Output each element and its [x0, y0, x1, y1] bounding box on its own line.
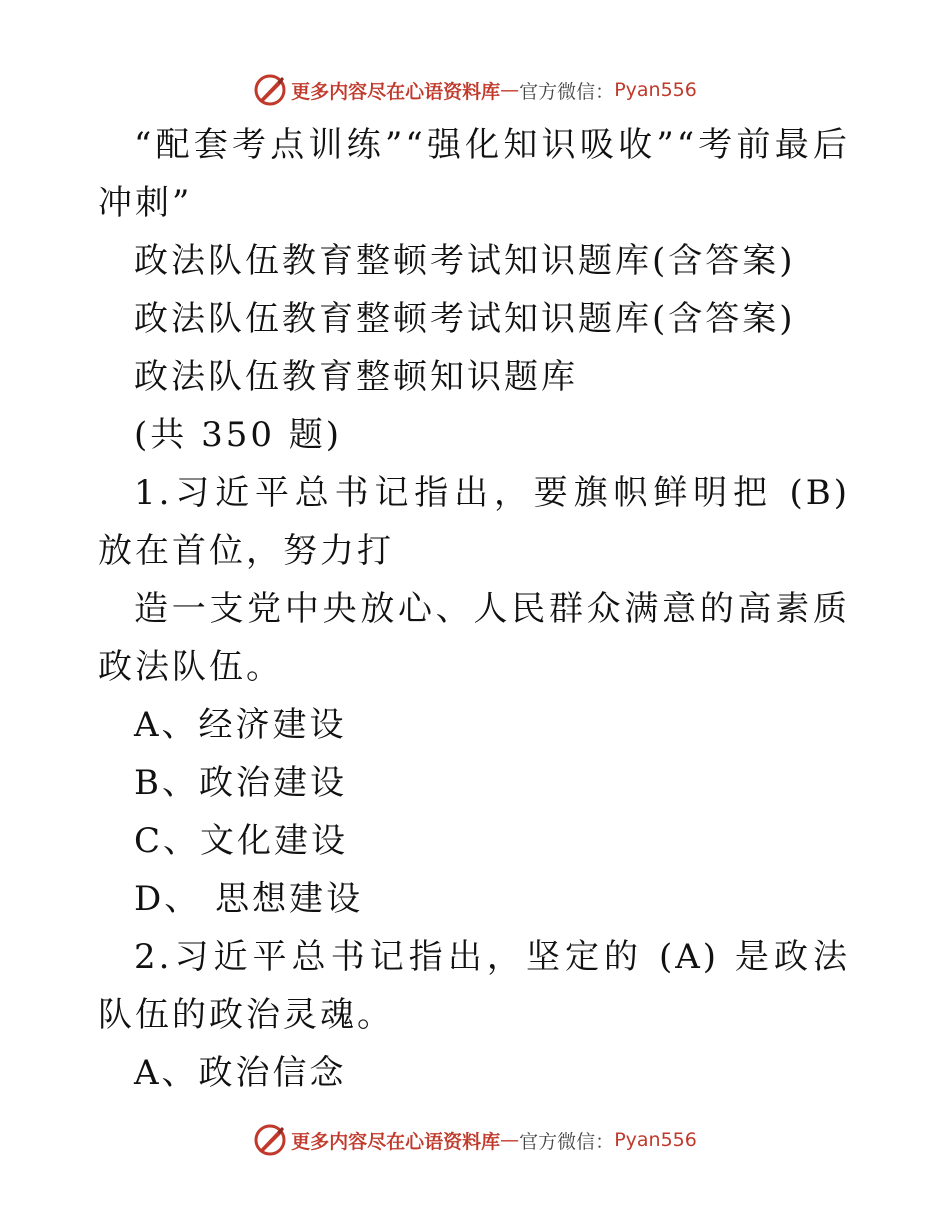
watermark-footer [0, 1120, 950, 1160]
intro-slogans: “配套考点训练”“强化知识吸收”“考前最后冲刺” [98, 125, 850, 223]
document-body [98, 116, 850, 1102]
watermark-official: 官方微信： [519, 1130, 615, 1153]
watermark-label: 更多内容尽在心语资料库 [291, 1130, 501, 1153]
question-count: (共 350 题) [134, 415, 343, 455]
watermark-label: 更多内容尽在心语资料库 [291, 80, 501, 103]
question-2-text: 2.习近平总书记指出，坚定的 (A) 是政法队伍的政治灵魂。 [98, 937, 850, 1035]
question-1-option-d: D、 思想建设 [134, 879, 364, 919]
watermark-wechat-id: Pyan556 [614, 1129, 697, 1151]
question-1-option-a: A、经济建设 [134, 705, 347, 745]
question-1-option-c: C、文化建设 [134, 821, 349, 861]
doc-subtitle: 政法队伍教育整顿知识题库 [134, 357, 578, 397]
pen-logo-icon [253, 1123, 287, 1157]
question-2-option-a: A、政治信念 [134, 1053, 347, 1093]
watermark-wechat-id: Pyan556 [614, 79, 697, 101]
watermark-header [0, 70, 950, 110]
watermark-dash: — [500, 1129, 520, 1151]
doc-title-2: 政法队伍教育整顿考试知识题库(含答案) [134, 299, 796, 339]
pen-logo-icon [253, 73, 287, 107]
question-1-text: 1.习近平总书记指出，要旗帜鲜明把 (B) 放在首位，努力打 [98, 473, 850, 571]
watermark-official: 官方微信： [519, 80, 615, 103]
doc-title-1: 政法队伍教育整顿考试知识题库(含答案) [134, 241, 796, 281]
question-1-option-b: B、政治建设 [134, 763, 347, 803]
watermark-dash: — [500, 79, 520, 101]
question-1-text-cont: 造一支党中央放心、人民群众满意的高素质政法队伍。 [98, 589, 850, 687]
